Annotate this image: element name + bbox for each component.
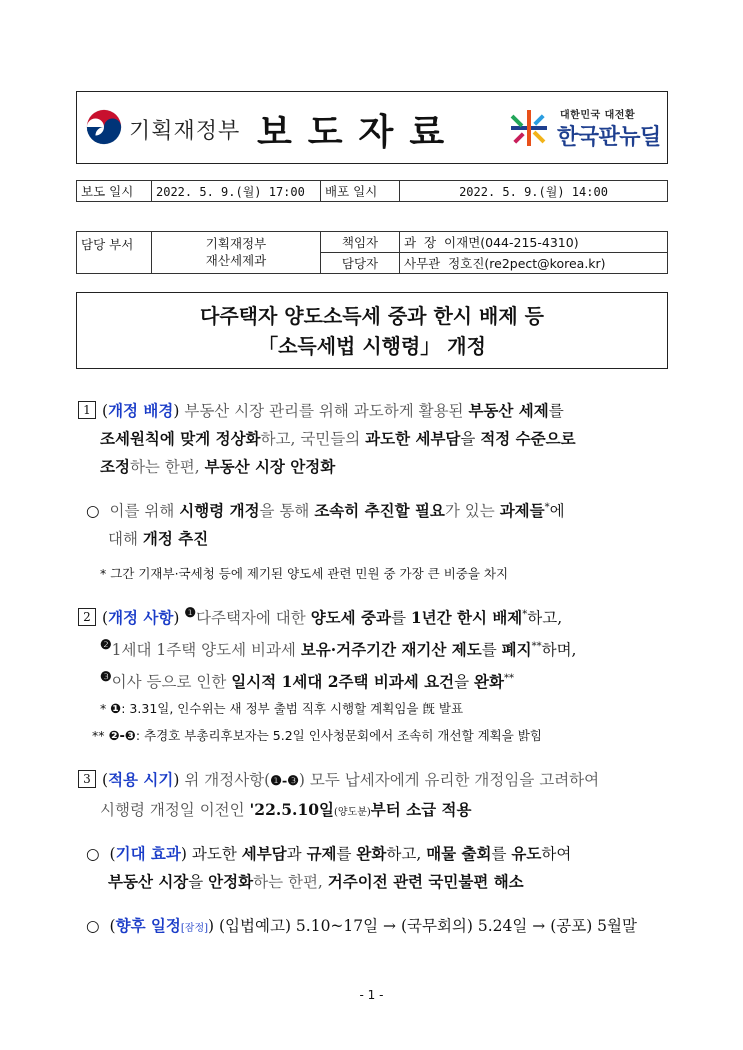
paren: ) [208, 917, 215, 935]
headline-line2: 「소득세법 시행령」 개정 [258, 334, 486, 358]
text-bold: 보유·거주기간 재기산 제도 [300, 640, 482, 660]
brand-name: 한국판뉴딜 [557, 125, 661, 150]
text: 하여 [541, 845, 572, 863]
government-emblem-icon [85, 108, 123, 146]
paren: ) [173, 771, 180, 789]
text: 을 [188, 873, 209, 891]
note-star: * [100, 701, 107, 716]
text: ) 모두 납세자에게 유리한 개정임을 고려하여 [298, 771, 600, 789]
footnote-marker: * [544, 502, 550, 513]
section-1-number: 1 [78, 401, 96, 419]
text: 를 [481, 641, 502, 660]
text-bold: 개정 추진 [142, 529, 209, 549]
text-bold: 시행령 개정 [179, 501, 260, 521]
header-box [76, 91, 668, 164]
text: 과도한 [186, 845, 242, 863]
text-bold: 완화 [474, 672, 504, 692]
text: 하고, [527, 609, 563, 628]
text-bold: 조정 [100, 457, 130, 476]
text-bold: 과도한 세부담 [365, 429, 461, 448]
markers: ❶-❸ [270, 774, 299, 789]
text-bold: 안정화 [208, 872, 254, 891]
note-3 [92, 726, 542, 744]
paren: ( [109, 845, 116, 863]
section-3-number: 3 [78, 770, 96, 788]
marker-2: ❷ [100, 638, 112, 654]
note-1: * 그간 기재부·국세청 등에 제기된 양도세 관련 민원 중 가장 큰 비중을 차지 [100, 566, 509, 581]
text-bold: 조속히 추진할 필요 [314, 501, 445, 521]
distribution-date: 2022. 5. 9.(월) 14:00 [400, 181, 668, 202]
text-bold: 부터 소급 적용 [370, 800, 472, 819]
bullet-marker: ○ [86, 917, 100, 935]
text: 과 [286, 845, 307, 863]
text: 가 있는 [444, 502, 500, 521]
text: 를 [491, 845, 512, 863]
text: 을 통해 [259, 502, 315, 521]
text-small: (양도분) [333, 807, 371, 818]
text: 을 [460, 430, 481, 448]
text-bold: '22.5.10일 [249, 800, 334, 819]
press-release-title: 보도자료 [257, 112, 461, 153]
headline-line1: 다주택자 양도소득세 중과 한시 배제 등 [200, 304, 544, 328]
section-2 [78, 600, 678, 696]
date-table [76, 180, 668, 202]
ministry-name: 기획재정부 [129, 119, 241, 144]
text: (입법예고) 5.10~17일 → (국무회의) 5.24일 → (공포) 5월말 [214, 917, 637, 935]
note-2 [100, 699, 463, 717]
text: 하는 한편, [129, 458, 205, 476]
distribution-label: 배포 일시 [321, 181, 400, 202]
text: 하는 한편, [253, 873, 328, 891]
text-bold: 유도 [511, 844, 542, 863]
text: 이사 등으로 인한 [111, 673, 232, 692]
text: 를 [336, 845, 357, 863]
text-bold: 거주이전 관련 국민불편 해소 [327, 872, 524, 891]
bullet-1 [78, 494, 678, 553]
section-3 [78, 766, 678, 827]
text: 을 [454, 673, 474, 692]
paren: ( [102, 609, 109, 628]
footnote-marker: ** [503, 673, 514, 685]
marker-3: ❸ [100, 670, 112, 686]
dept-line1: 기획재정부 [205, 236, 267, 251]
footnote-marker: ** [531, 641, 542, 653]
text-bold: 완화 [356, 844, 387, 863]
text: 이를 위해 [109, 502, 180, 521]
contact-table [76, 231, 668, 274]
paren: ) [173, 609, 180, 628]
text-bold: 일시적 1세대 2주택 비과세 요건 [231, 672, 455, 692]
text-bold: 부동산 시장 안정화 [204, 457, 336, 476]
dept-line2: 재산세제과 [205, 253, 267, 268]
bullet-3-heading: 향후 일정 [115, 916, 181, 935]
page-number: - 1 - [359, 988, 384, 1002]
note-marker: ❶ [110, 702, 122, 717]
bullet-marker: ○ [86, 845, 100, 863]
section-1 [78, 397, 678, 481]
section-1-heading: 개정 배경 [108, 401, 174, 420]
bullet-2 [78, 840, 678, 896]
text: 시행령 개정일 이전인 [100, 801, 250, 819]
text: 를 [548, 402, 564, 420]
text: 하며, [541, 641, 577, 660]
note-star: ** [92, 728, 105, 743]
text: 에 [549, 502, 565, 521]
text: 부동산 시장 관리를 위해 과도하게 활용된 [179, 402, 469, 420]
bullet-marker: ○ [86, 502, 100, 521]
bullet-2-heading: 기대 효과 [115, 844, 181, 863]
bullet-3 [78, 912, 678, 943]
text: 하고, [386, 845, 427, 863]
text: 하고, 국민들의 [260, 430, 366, 448]
manager-label: 책임자 [321, 232, 400, 253]
text: 를 [390, 609, 411, 628]
text-bold: 조세원칙에 맞게 정상화 [100, 429, 261, 448]
paren: ( [102, 771, 109, 789]
text-bold: 규제 [306, 844, 337, 863]
tentative-tag: [잠정] [180, 923, 209, 934]
paren: ) [180, 845, 187, 863]
text-bold: 부동산 시장 [108, 872, 189, 891]
note-marker: ❷-❸ [108, 729, 136, 744]
section-2-heading: 개정 사항 [108, 608, 174, 628]
text: 다주택자에 대한 [196, 609, 311, 628]
note-text: : 3.31일, 인수위는 새 정부 출범 직후 시행할 계획임을 旣 발표 [121, 701, 464, 716]
text: 1세대 1주택 양도세 비과세 [111, 641, 301, 660]
section-2-number: 2 [78, 608, 96, 626]
staff-contact: 사무관 정호진(re2pect@korea.kr) [400, 253, 668, 274]
text-bold: 적정 수준으로 [480, 429, 576, 448]
text-bold: 세부담 [241, 844, 287, 863]
text: 위 개정사항( [179, 771, 271, 789]
text: 대해 [108, 530, 143, 549]
manager-contact: 과 장 이재면(044-215-4310) [400, 232, 668, 253]
paren: ) [173, 402, 180, 420]
staff-label: 담당자 [321, 253, 400, 274]
headline-box [76, 292, 668, 369]
dept-label: 담당 부서 [77, 232, 152, 274]
text-bold: 1년간 한시 배제 [410, 608, 523, 628]
dept-name [152, 232, 321, 274]
paren: ( [102, 402, 109, 420]
new-deal-logo-icon [509, 108, 549, 148]
note-text: : 추경호 부총리후보자는 5.2일 인사청문회에서 조속히 개선할 계획을 밝힘 [135, 728, 542, 743]
brand-tagline: 대한민국 대전환 [560, 110, 636, 121]
report-date-label: 보도 일시 [77, 181, 152, 202]
text-bold: 양도세 중과 [310, 608, 391, 628]
text-bold: 부동산 세제 [468, 401, 549, 420]
report-date: 2022. 5. 9.(월) 17:00 [152, 181, 321, 202]
paren: ( [109, 917, 116, 935]
text-bold: 매물 출회 [426, 844, 492, 863]
text-bold: 과제들 [499, 501, 545, 521]
text-bold: 폐지 [501, 640, 532, 660]
marker-1: ❶ [184, 606, 197, 621]
section-3-heading: 적용 시기 [108, 770, 174, 789]
footnote-marker: * [522, 609, 528, 620]
